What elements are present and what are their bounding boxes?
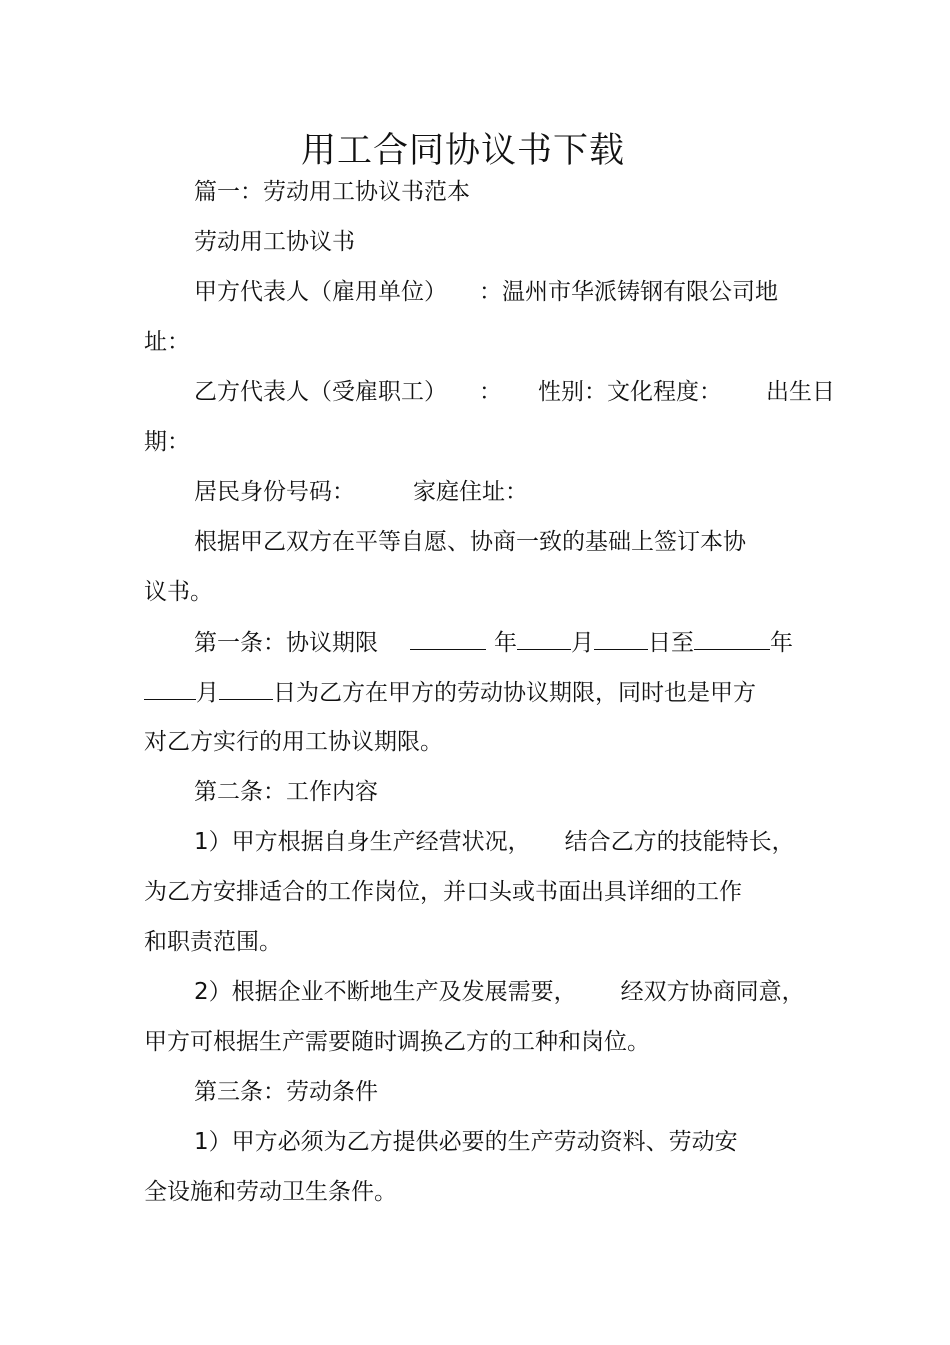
id-address-line xyxy=(194,477,528,507)
party-a-company: 温州市华派铸钢有限公司地 xyxy=(502,279,778,305)
section-heading: 篇一：劳动用工协议书范本 xyxy=(194,179,470,205)
article-3-item-1: 1）甲方必须为乙方提供必要的生产劳动资料、劳动安 xyxy=(194,1129,738,1155)
party-a-label: 甲方代表人（雇用单位） xyxy=(194,279,447,305)
day-blank[interactable] xyxy=(594,627,648,650)
article-2-item-1-cont: 为乙方安排适合的工作岗位，并口头或书面出具详细的工作 xyxy=(144,879,742,905)
education-label: 文化程度： xyxy=(607,379,722,405)
year-label: 年 xyxy=(494,630,517,656)
party-a-line xyxy=(194,277,778,307)
article-2-item-1 xyxy=(194,827,795,857)
document-title: 用工合同协议书下载 xyxy=(300,131,625,171)
end-year-blank[interactable] xyxy=(694,627,770,650)
party-b-label: 乙方代表人（受雇职工） xyxy=(194,379,447,405)
birth-date-label-cont: 期： xyxy=(144,429,190,455)
day-to-label: 日至 xyxy=(648,630,694,656)
party-b-line xyxy=(194,377,835,407)
article-2-item-1-end: 和职责范围。 xyxy=(144,929,282,955)
party-b-colon: ： xyxy=(479,379,502,405)
preamble-text-cont: 议书。 xyxy=(144,579,213,605)
article-1-line xyxy=(194,627,793,658)
article-2-item-2-b: 经双方协商同意， xyxy=(620,979,805,1005)
article-3-heading: 第三条：劳动条件 xyxy=(194,1079,378,1105)
article-2-item-2 xyxy=(194,977,805,1007)
article-2-item-1-b: 结合乙方的技能特长， xyxy=(564,829,795,855)
article-1-heading: 第一条：协议期限 xyxy=(194,630,378,656)
article-2-item-1-a: 1）甲方根据自身生产经营状况， xyxy=(194,829,531,855)
article-2-item-2-cont: 甲方可根据生产需要随时调换乙方的工种和岗位。 xyxy=(144,1029,650,1055)
end-day-blank[interactable] xyxy=(219,677,273,700)
birth-date-label: 出生日 xyxy=(766,379,835,405)
article-2-item-2-a: 2）根据企业不断地生产及发展需要， xyxy=(194,979,577,1005)
article-1-line-cont xyxy=(144,677,756,708)
end-month-label: 月 xyxy=(196,680,219,706)
article-2-heading: 第二条：工作内容 xyxy=(194,779,378,805)
article-3-item-1-cont: 全设施和劳动卫生条件。 xyxy=(144,1179,397,1205)
id-number-label: 居民身份号码： xyxy=(194,479,355,505)
year-blank[interactable] xyxy=(410,627,486,650)
end-month-blank[interactable] xyxy=(144,677,196,700)
article-1-text-cont: 对乙方实行的用工协议期限。 xyxy=(144,729,443,755)
month-blank[interactable] xyxy=(517,627,571,650)
article-1-text: 日为乙方在甲方的劳动协议期限，同时也是甲方 xyxy=(273,680,756,706)
home-address-label: 家庭住址： xyxy=(413,479,528,505)
address-label: 址： xyxy=(144,329,190,355)
month-label: 月 xyxy=(571,630,594,656)
end-year-label: 年 xyxy=(770,630,793,656)
agreement-heading: 劳动用工协议书 xyxy=(194,229,355,255)
gender-label: 性别： xyxy=(538,379,607,405)
party-a-colon: ： xyxy=(479,279,502,305)
preamble-text: 根据甲乙双方在平等自愿、协商一致的基础上签订本协 xyxy=(194,529,746,555)
